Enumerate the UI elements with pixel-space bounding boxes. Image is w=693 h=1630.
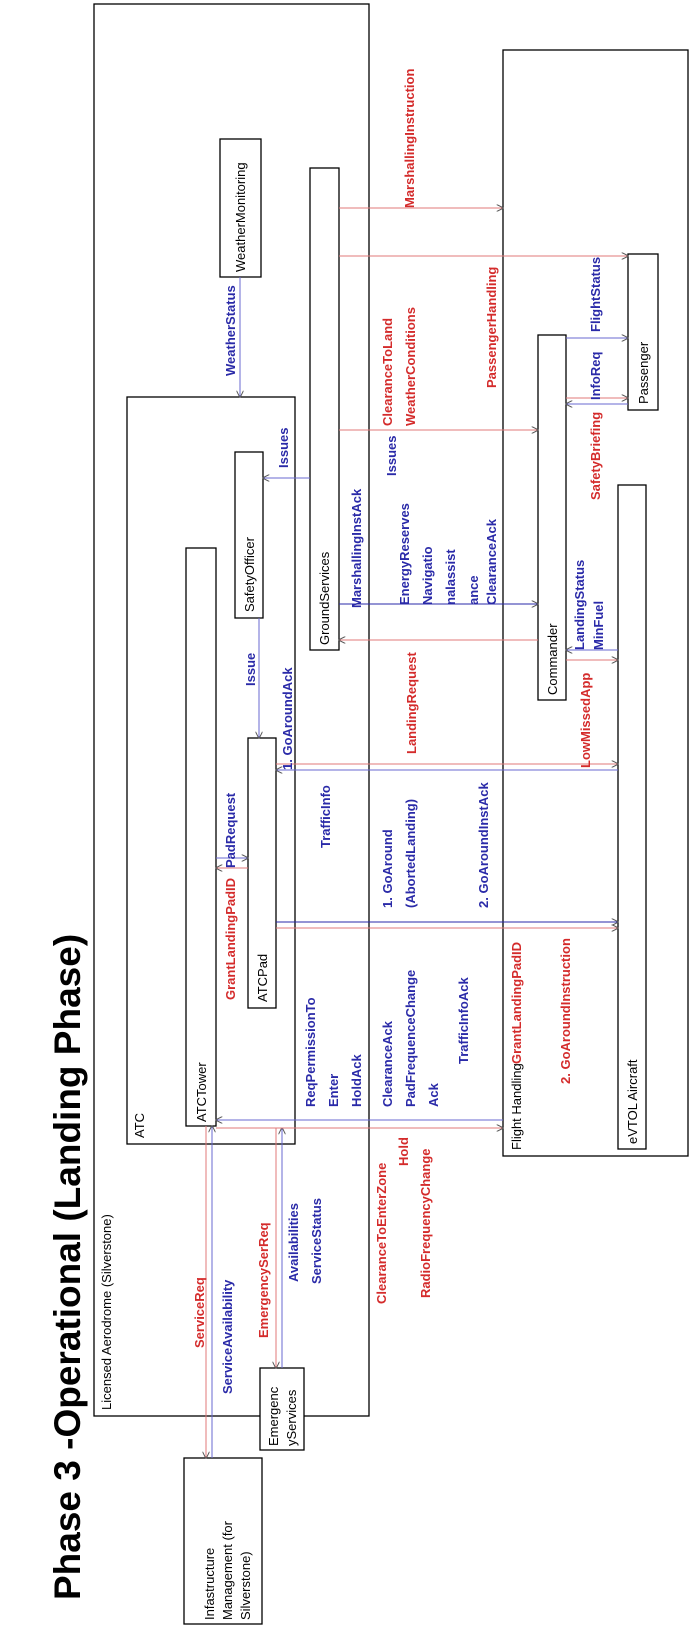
- msg-grant-landing-pad-id-1: GrantLandingPadID: [223, 877, 238, 1000]
- msg-landing-status: LandingStatus: [572, 559, 587, 650]
- msg-hold: Hold: [396, 1137, 411, 1166]
- page-title: Phase 3 -Operational (Landing Phase): [47, 933, 88, 1600]
- msg-info-req: InfoReq: [588, 351, 603, 400]
- msg-energy-reserves: EnergyReserves: [397, 503, 412, 605]
- msg-radio-frequency-change: RadioFrequencyChange: [418, 1148, 433, 1298]
- msg-clearance-to-land: ClearanceToLand: [380, 317, 395, 426]
- infrastructure-label-3: Silverstone): [238, 1551, 253, 1620]
- msg-pad-frequence-change: PadFrequenceChange: [403, 969, 418, 1107]
- atc-tower-box: [186, 548, 216, 1126]
- msg-landing-request: LandingRequest: [404, 652, 419, 754]
- msg-traffic-info: TrafficInfo: [318, 785, 333, 848]
- msg-service-status: ServiceStatus: [309, 1198, 324, 1284]
- commander-label: Commander: [545, 623, 560, 695]
- msg-grant-landing-pad-id-2: GrantLandingPadID: [509, 941, 524, 1064]
- msg-issues-2: Issues: [384, 435, 399, 476]
- msg-issues-1: Issues: [276, 427, 291, 468]
- msg-weather-conditions: WeatherConditions: [403, 307, 418, 426]
- passenger-label: Passenger: [636, 341, 651, 404]
- msg-safety-briefing: SafetyBriefing: [588, 411, 603, 500]
- licensed-aerodrome-label: Licensed Aerodrome (Silverstone): [99, 1214, 114, 1410]
- msg-ance: ance: [466, 575, 481, 605]
- evtol-aircraft-label: eVTOL Aircraft: [625, 1059, 640, 1144]
- msg-go-around: 1. GoAround: [380, 829, 395, 908]
- flight-handling-label: Flight Handling: [509, 1063, 524, 1150]
- msg-req-permission-to: ReqPermissionTo: [303, 997, 318, 1107]
- msg-clearance-ack-1: ClearanceAck: [380, 1021, 395, 1107]
- infrastructure-label-1: Infastructure: [202, 1547, 217, 1620]
- emergency-services-label-1: Emergenc: [266, 1386, 281, 1446]
- msg-pad-request: PadRequest: [223, 792, 238, 868]
- msg-go-around-ack: 1. GoAroundAck: [280, 667, 295, 770]
- emergency-services-label-2: yServices: [284, 1389, 299, 1446]
- atc-pad-label: ATCPad: [255, 953, 270, 1002]
- atc-tower-label: ATCTower: [194, 1062, 209, 1122]
- msg-enter: Enter: [326, 1073, 341, 1107]
- infrastructure-label-2: Management (for: [220, 1521, 235, 1620]
- msg-flight-status: FlightStatus: [588, 256, 603, 332]
- msg-service-req: ServiceReq: [192, 1277, 207, 1348]
- msg-traffic-info-ack: TrafficInfoAck: [456, 977, 471, 1064]
- msg-low-missed-app: LowMissedApp: [578, 672, 593, 768]
- msg-ack: Ack: [426, 1083, 441, 1107]
- safety-officer-label: SafetyOfficer: [242, 537, 257, 612]
- msg-availabilities: Availabilities: [286, 1203, 301, 1282]
- msg-go-around-instruction: 2. GoAroundInstruction: [558, 938, 573, 1084]
- msg-clearance-to-enter-zone: ClearanceToEnterZone: [374, 1162, 389, 1304]
- evtol-aircraft-box: [618, 485, 646, 1149]
- ground-services-label: GroundServices: [317, 551, 332, 645]
- msg-clearance-ack-2: ClearanceAck: [484, 519, 499, 605]
- msg-marshalling-instruction: MarshallingInstruction: [402, 68, 417, 208]
- msg-issue: Issue: [243, 652, 258, 686]
- msg-marshalling-inst-ack: MarshallingInstAck: [349, 488, 364, 608]
- atc-label: ATC: [132, 1112, 147, 1138]
- msg-nalassist: nalassist: [443, 549, 458, 605]
- msg-weather-status: WeatherStatus: [223, 285, 238, 376]
- msg-emergency-ser-req: EmergencySerReq: [256, 1222, 271, 1338]
- weather-monitoring-label: WeatherMonitoring: [233, 162, 248, 272]
- msg-hold-ack: HoldAck: [349, 1054, 364, 1107]
- msg-min-fuel: MinFuel: [591, 600, 606, 650]
- msg-passenger-handling: PassengerHandling: [484, 266, 499, 388]
- msg-navigatio: Navigatio: [420, 546, 435, 605]
- msg-service-availability: ServiceAvailability: [220, 1279, 235, 1394]
- msg-aborted-landing: (AbortedLanding): [403, 798, 418, 908]
- msg-go-around-inst-ack: 2. GoAroundInstAck: [476, 782, 491, 908]
